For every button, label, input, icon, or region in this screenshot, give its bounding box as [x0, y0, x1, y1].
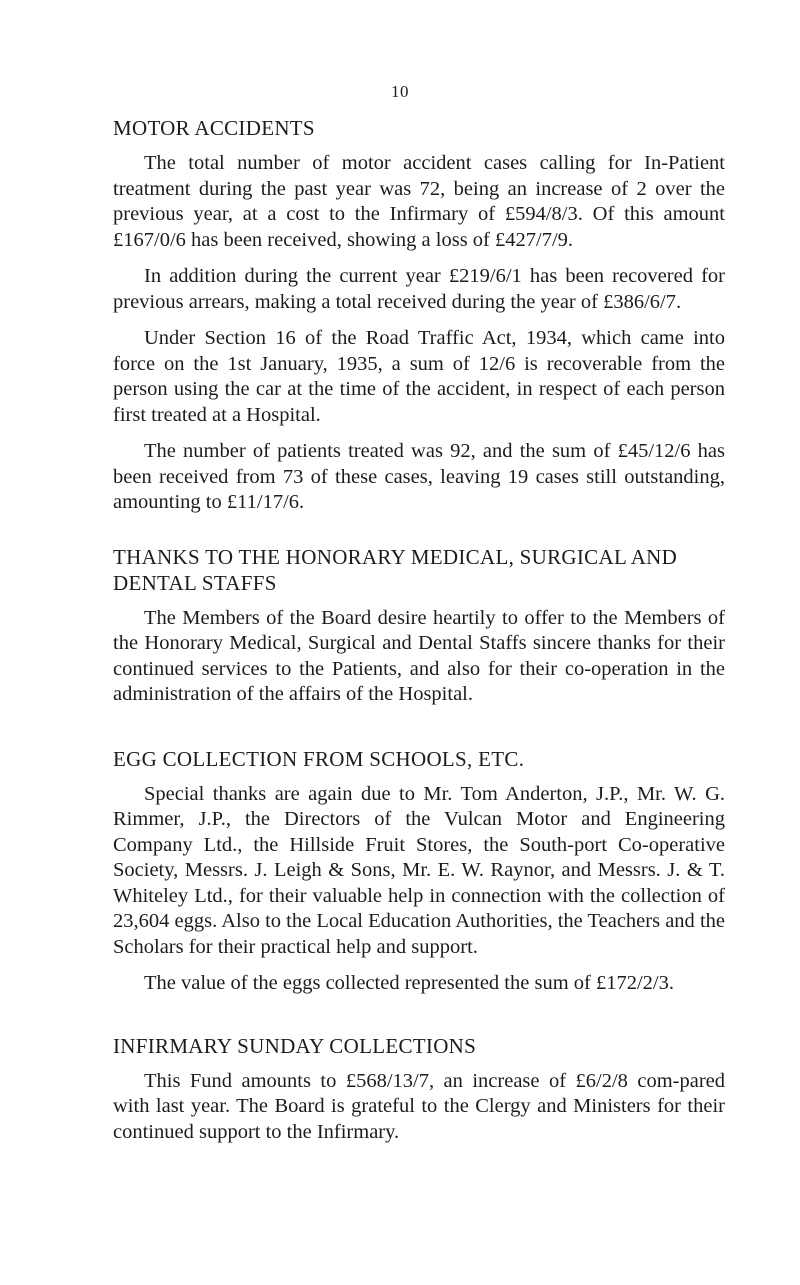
paragraph: Special thanks are again due to Mr. Tom Anderton, J.P., Mr. W. G. Rimmer, J.P., the Directors of the Vulcan Motor and Engineering Company Ltd., the Hillside Fruit Stores, the South-port Co-operative Society, Messrs. J. Leigh & Sons, Mr. E. W. Raynor, and Messrs. J. & T. Whiteley Ltd., for their valuable help in connection with the collection of 23,604 eggs. Also to the Local Education Authorities, the Teachers and the Scholars for their practical help and support.: [113, 782, 725, 958]
paragraph: Under Section 16 of the Road Traffic Act, 1934, which came into force on the 1st January, 1935, a sum of 12/6 is recoverable from the person using the car at the time of the accident, in respect of each person first treated at a Hospital.: [113, 327, 725, 426]
section-egg-collection: [113, 746, 725, 997]
section-thanks-staffs: [113, 544, 725, 708]
paragraph: The number of patients treated was 92, and the sum of £45/12/6 has been received from 73 of these cases, leaving 19 cases still outstanding, amounting to £11/17/6.: [113, 440, 725, 513]
section-heading: EGG COLLECTION FROM SCHOOLS, ETC.: [113, 746, 525, 771]
page-number: 10: [391, 82, 409, 101]
paragraph: In addition during the current year £219/6/1 has been recovered for previous arrears, making a total received during the year of £386/6/7.: [113, 265, 725, 313]
section-heading: MOTOR ACCIDENTS: [113, 116, 315, 140]
paragraph: The value of the eggs collected represented the sum of £172/2/3.: [144, 972, 674, 994]
section-heading: INFIRMARY SUNDAY COLLECTIONS: [113, 1033, 477, 1058]
paragraph: This Fund amounts to £568/13/7, an increase of £6/2/8 com-pared with last year. The Board is grateful to the Clergy and Ministers for their continued support to the Infirmary.: [113, 1069, 725, 1143]
page-body: [113, 115, 725, 1156]
section-sunday-collections: [113, 1033, 725, 1146]
paragraph: The Members of the Board desire heartily to offer to the Members of the Honorary Medical, Surgical and Dental Staffs sincere thanks for their continued services to the Patients, and also for their co-operation in the administration of the affairs of the Hospital.: [113, 606, 725, 705]
paragraph: The total number of motor accident cases calling for In-Patient treatment during the past year was 72, being an increase of 2 over the previous year, at a cost to the Infirmary of £594/8/3. Of this amount £167/0/6 has been received, showing a loss of £427/7/9.: [113, 152, 725, 251]
section-motor-accidents: [113, 115, 725, 516]
section-heading: THANKS TO THE HONORARY MEDICAL, SURGICAL AND DENTAL STAFFS: [113, 544, 678, 595]
